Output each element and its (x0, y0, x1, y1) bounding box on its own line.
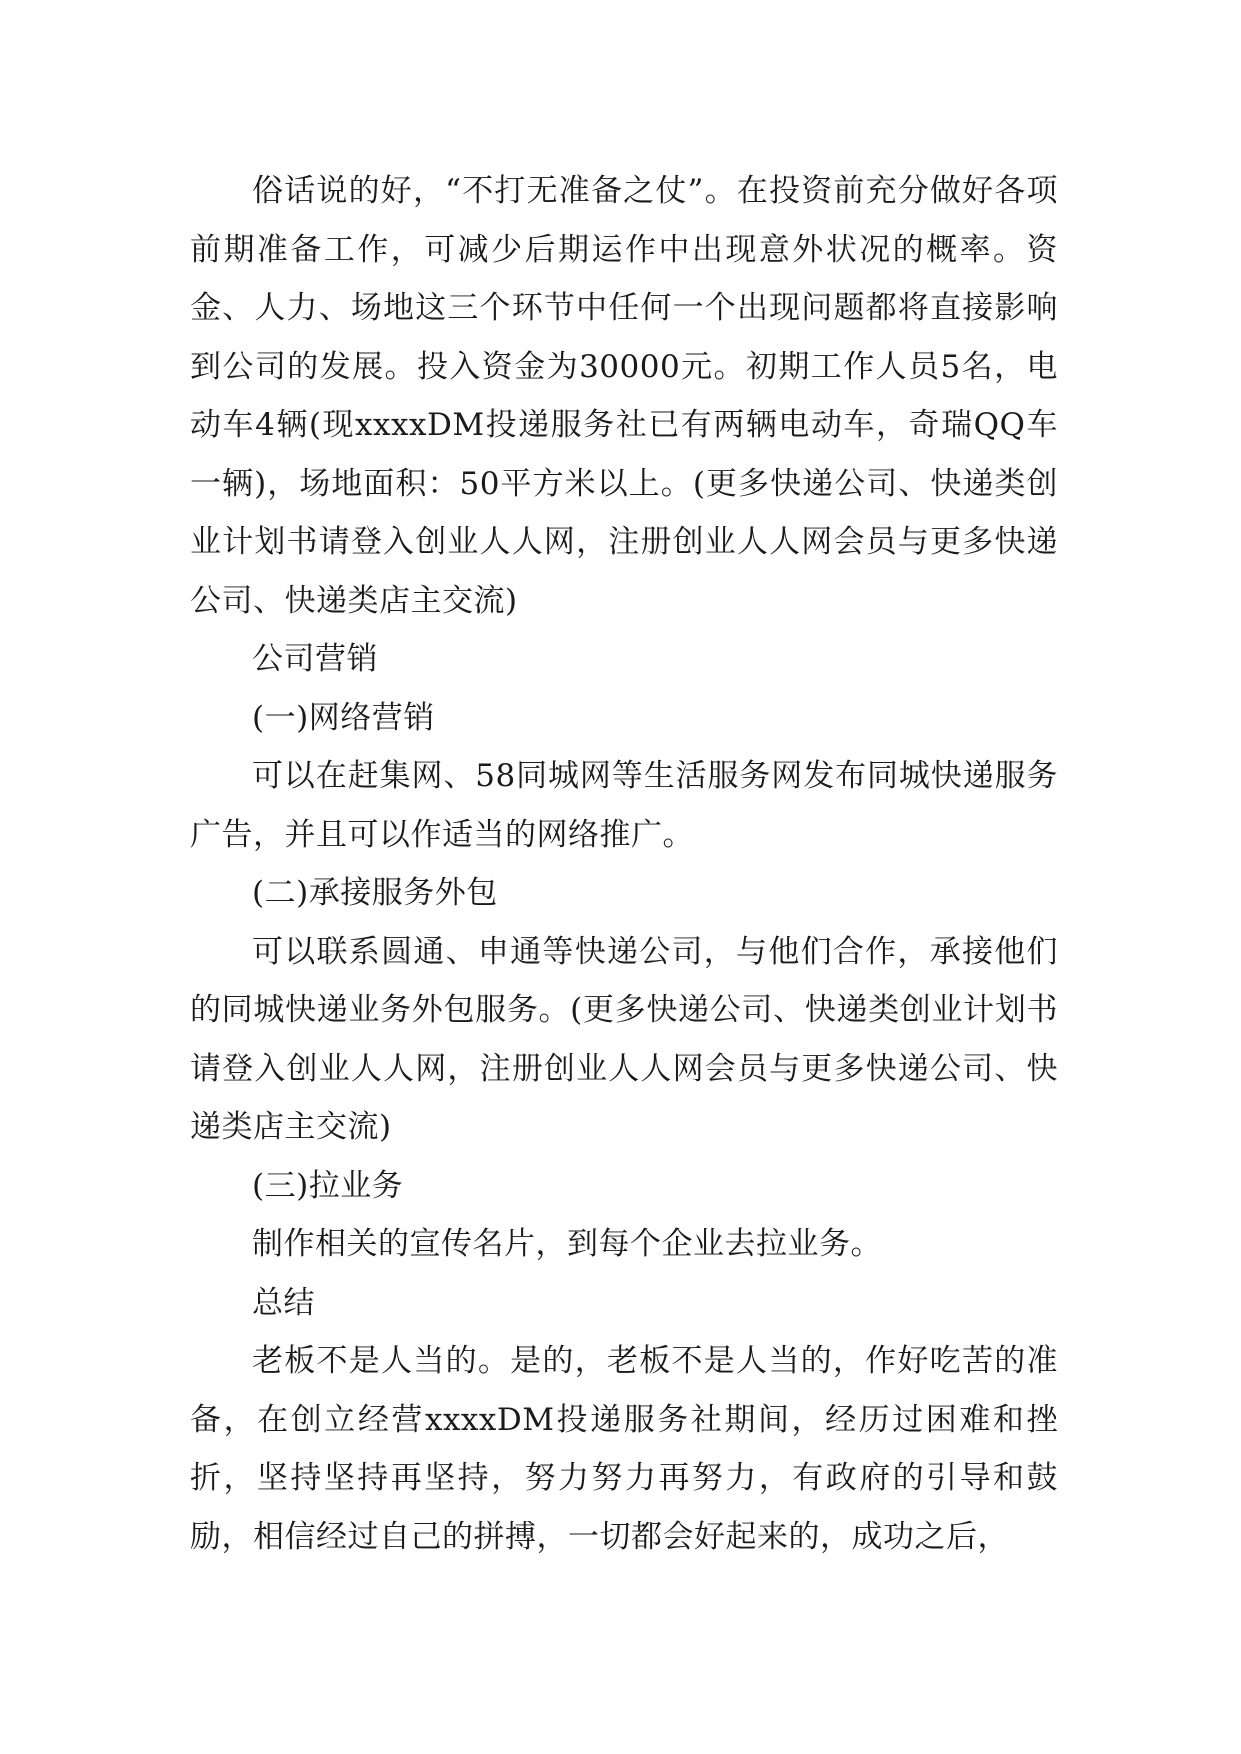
paragraph-online-marketing: 可以在赶集网、58同城网等生活服务网发布同城快递服务广告，并且可以作适当的网络推广。 (190, 758, 1058, 853)
paragraph-outsourcing: 可以联系圆通、申通等快递公司，与他们合作，承接他们的同城快递业务外包服务。(更多快递公司、快递类创业计划书请登入创业人人网，注册创业人人网会员与更多快递公司、快递类店主交流) (190, 933, 1058, 1145)
paragraph-sales: 制作相关的宣传名片，到每个企业去拉业务。 (252, 1226, 882, 1262)
heading-outsourcing: (二)承接服务外包 (252, 875, 498, 911)
heading-company-marketing: 公司营销 (252, 641, 378, 677)
heading-online-marketing: (一)网络营销 (252, 699, 435, 736)
paragraph-preparation: 俗话说的好，“不打无准备之仗”。在投资前充分做好各项前期准备工作，可减少后期运作中出现意外状况的概率。资金、人力、场地这三个环节中任何一个出现问题都将直接影响到公司的发展。投入资金为30000元。初期工作人员5名，电动车4辆(现xxxxDM投递服务社已有两辆电动车，奇瑞QQ车一辆)，场地面积：50平方米以上。(更多快递公司、快递类创业计划书请登入创业人人网，注册创业人人网会员与更多快递公司、快递类店主交流) (190, 173, 1058, 619)
heading-summary: 总结 (252, 1284, 315, 1321)
paragraph-summary: 老板不是人当的。是的，老板不是人当的，作好吃苦的准备，在创立经营xxxxDM投递服务社期间，经历过困难和挫折，坚持坚持再坚持，努力努力再努力，有政府的引导和鼓励，相信经过自己的拼搏，一切都会好起来的，成功之后， (190, 1343, 1058, 1555)
heading-sales: (三)拉业务 (252, 1167, 404, 1204)
document-body (190, 162, 1058, 1566)
